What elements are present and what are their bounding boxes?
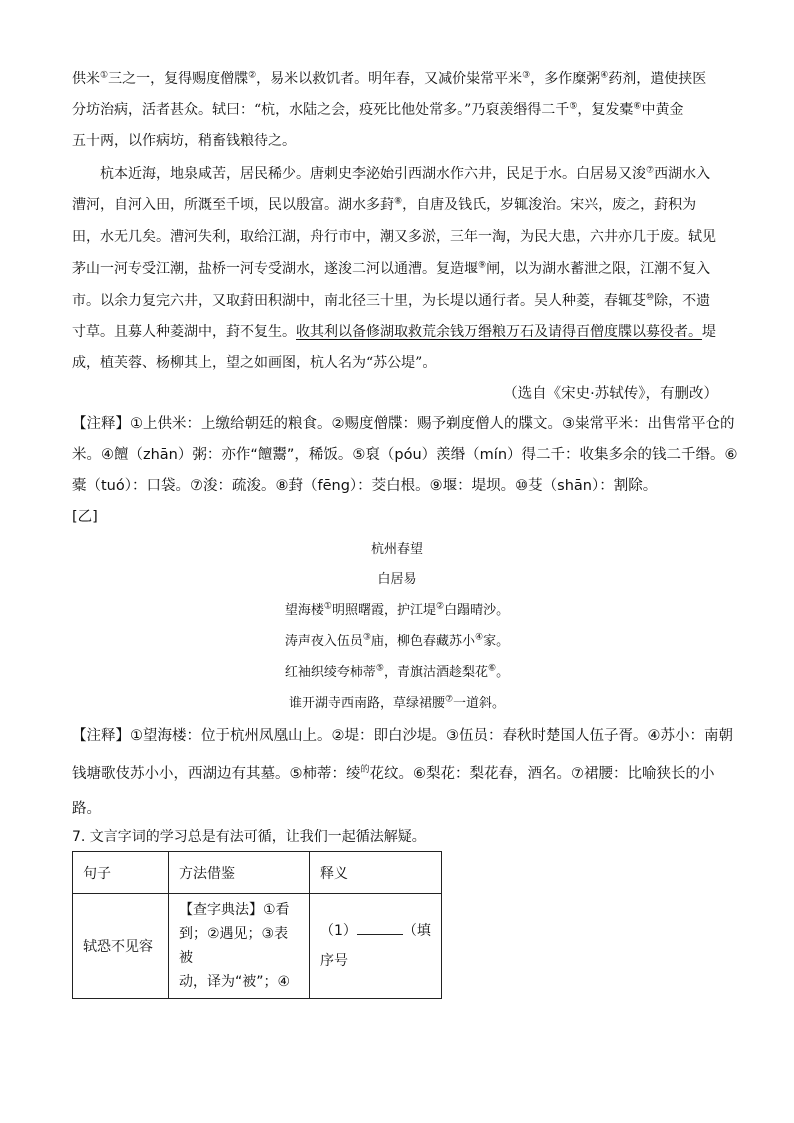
cell-sentence: 轼恐不见容 xyxy=(73,894,169,999)
passage-a-line-1: 供米①三之一，复得赐度僧牒②，易米以救饥者。明年春，又减价粜常平米③，多作糜粥④药剂，遣使挟医 xyxy=(72,70,707,87)
notes-b-line-3: 路。 xyxy=(72,801,101,817)
poem-line-4: 谁开湖寺西南路，草绿裙腰⑦一道斜。 xyxy=(288,694,506,711)
passage-a-line-9: 寸草。且募人种菱湖中，葑不复生。收其利以备修湖取救荒余钱万缗粮万石及请得百僧度牒以募役者。堤 xyxy=(72,324,716,340)
poem-author: 白居易 xyxy=(377,572,417,587)
passage-a-line-10: 成，植芙蓉、杨柳其上，望之如画图，杭人名为“苏公堤”。 xyxy=(72,355,437,371)
answer-blank[interactable] xyxy=(357,922,403,935)
notes-b-line-1: 【注释】①望海楼：位于杭州凤凰山上。②堤：即白沙堤。③伍员：春秋时楚国人伍子胥。④苏小：南朝 xyxy=(72,728,733,744)
passage-a-line-7: 茅山一河专受江潮，盐桥一河专受湖水，遂浚二河以通漕。复造堰⑨闸，以为湖水蓄泄之限，江潮不复入 xyxy=(72,260,711,277)
poem-line-1: 望海楼①明照曙霞，护江堤②白蹋晴沙。 xyxy=(284,601,510,618)
cell-method: 【查字典法】①看 到；②遇见；③表被 动，译为“被”；④ xyxy=(169,894,310,999)
passage-a-line-6: 田，水无几矣。漕河失利，取给江湖，舟行市中，潮又多淤，三年一淘，为民大患，六井亦几于废。轼见 xyxy=(72,229,716,245)
notes-b-line-2: 钱塘歌伎苏小小，西湖边有其墓。⑤柿蒂：绫$^的$花纹。⑥梨花：梨花春，酒名。⑦裙腰：比喻狭长的小 xyxy=(72,765,715,782)
passage-a-line-5: 漕河，自河入田，所溉至千顷，民以殷富。湖水多葑⑧，自唐及钱氏，岁辄浚治。宋兴，废之，葑积为 xyxy=(72,196,697,213)
notes-a-line-1: 【注释】①上供米：上缴给朝廷的粮食。②赐度僧牒：赐予剃度僧人的牒文。③粜常平米：出售常平仓的 xyxy=(72,416,735,432)
question-stem: 7. 文言字词的学习总是有法可循，让我们一起循法解疑。 xyxy=(72,829,426,845)
poem-line-3: 红袖织绫夸柿蒂⑤，青旗沽酒趁梨花⑥。 xyxy=(284,663,510,680)
passage-a-line-4: 杭本近海，地泉咸苦，居民稀少。唐刺史李泌始引西湖水作六井，民足于水。白居易又浚⑦西湖水入 xyxy=(100,165,711,182)
passage-a-line-3: 五十两，以作病坊，稍畜钱粮待之。 xyxy=(72,133,296,149)
table-row xyxy=(73,894,442,999)
header-sentence: 句子 xyxy=(73,852,169,894)
underlined-sentence: 收其利以备修湖取救荒余钱万缗粮万石及请得百僧度牒以募役者。 xyxy=(296,324,702,340)
question-table xyxy=(72,851,442,999)
cell-answer: （1） （填 序号 xyxy=(310,894,442,999)
header-meaning: 释义 xyxy=(310,852,442,894)
passage-a-line-2: 分坊治病，活者甚众。轼曰：“杭，水陆之会，疫死比他处常多。”乃裒羡缗得二千⑤，复发橐⑥中黄金 xyxy=(72,101,684,118)
notes-a-line-2: 米。④饘（zhān）粥：亦作“饘鬻”，稀饭。⑤裒（póu）羡缗（mín）得二千：收集多余的钱二千缗。⑥ xyxy=(72,447,738,463)
passage-a-line-8: 市。以余力复完六井，又取葑田积湖中，南北径三十里，为长堤以通行者。吴人种菱，春辄芟⑩除，不遗 xyxy=(72,292,711,309)
poem-title: 杭州春望 xyxy=(370,542,423,557)
passage-a-source: （选自《宋史·苏轼传》，有删改） xyxy=(503,386,718,402)
part-b-label: [乙] xyxy=(72,509,98,525)
table-header-row xyxy=(73,852,442,894)
header-method: 方法借鉴 xyxy=(169,852,310,894)
notes-a-line-3: 橐（tuó）：口袋。⑦浚：疏浚。⑧葑（fēng）：茭白根。⑨堰：堤坝。⑩芟（shān）：割除。 xyxy=(72,478,658,494)
poem-line-2: 涛声夜入伍员③庙，柳色春藏苏小④家。 xyxy=(284,632,510,649)
